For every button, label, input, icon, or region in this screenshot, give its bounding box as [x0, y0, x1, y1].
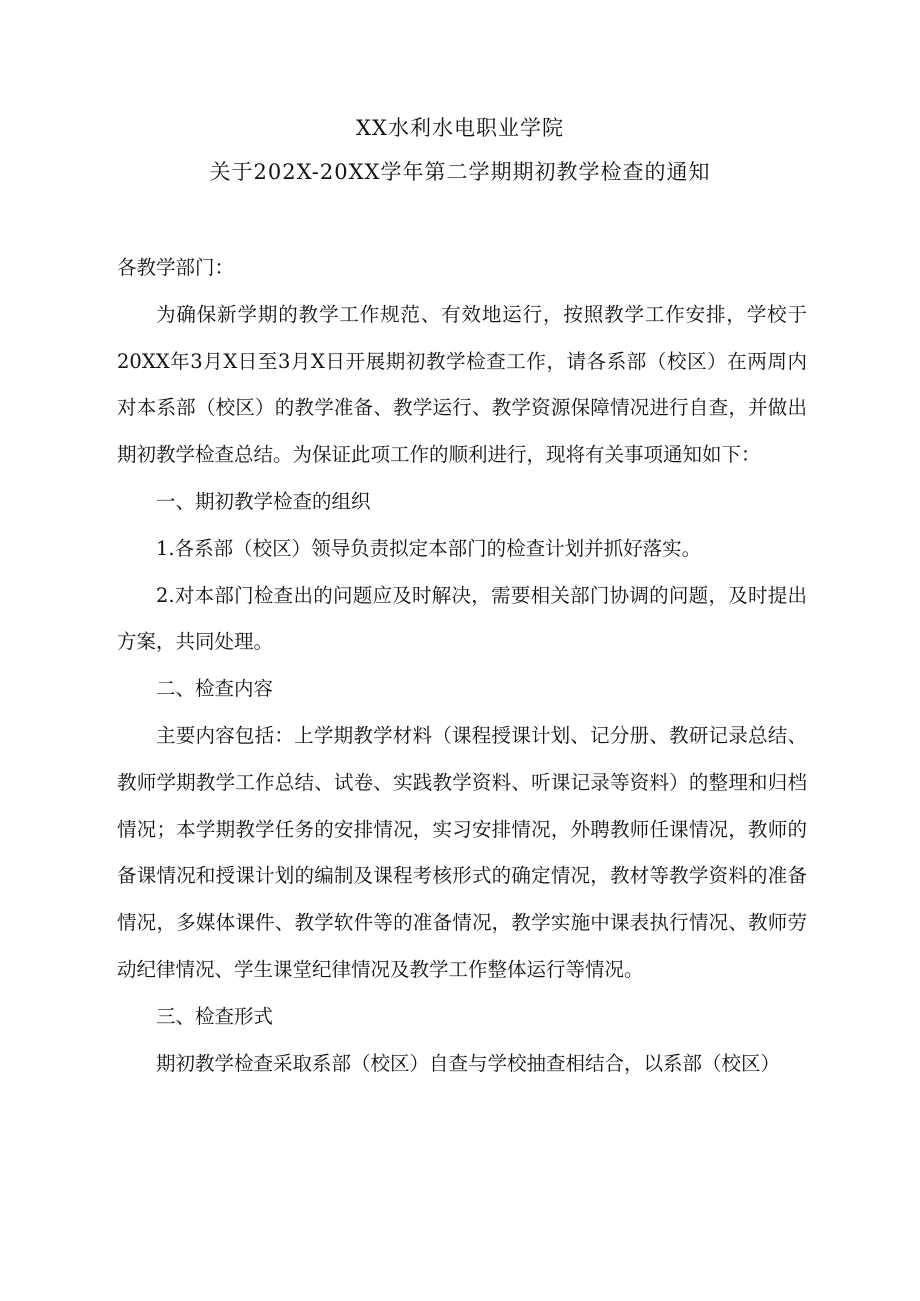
paragraph-form: 期初教学检查采取系部（校区）自查与学校抽查相结合，以系部（校区） [156, 1051, 781, 1075]
section-heading-content: 二、检查内容 [156, 677, 274, 701]
list-item-1: 1.各系部（校区）领导负责拟定本部门的检查计划并抓好落实。 [156, 536, 702, 560]
document-body [117, 245, 807, 1087]
document-title-notice: 关于202X-20XX学年第二学期期初教学检查的通知 [209, 160, 711, 184]
paragraph-intro: 为确保新学期的教学工作规范、有效地运行，按照教学工作安排，学校于20XX年3月X日至3月X日开展期初教学检查工作，请各系部（校区）在两周内对本系部（校区）的教学准备、教学运行、教学资源保障情况进行自查，并做出期初教学检查总结。为保证此项工作的顺利进行，现将有关事项通知如下： [117, 302, 807, 467]
section-heading-organization: 一、期初教学检查的组织 [156, 489, 371, 513]
salutation: 各教学部门： [117, 256, 235, 279]
paragraph-content: 主要内容包括：上学期教学材料（课程授课计划、记分册、教研记录总结、教师学期教学工作总结、试卷、实践教学资料、听课记录等资料）的整理和归档情况；本学期教学任务的安排情况，实习安排情况，外聘教师任课情况，教师的备课情况和授课计划的编制及课程考核形式的确定情况，教材等教学资料的准备情况，多媒体课件、教学软件等的准备情况，教学实施中课表执行情况、教师劳动纪律情况、学生课堂纪律情况及教学工作整体运行等情况。 [117, 723, 807, 981]
list-item-2: 2.对本部门检查出的问题应及时解决，需要相关部门协调的问题，及时提出方案，共同处理。 [117, 583, 807, 654]
document-title-school: XX水利水电职业学院 [356, 116, 564, 140]
section-heading-form: 三、检查形式 [156, 1004, 274, 1028]
